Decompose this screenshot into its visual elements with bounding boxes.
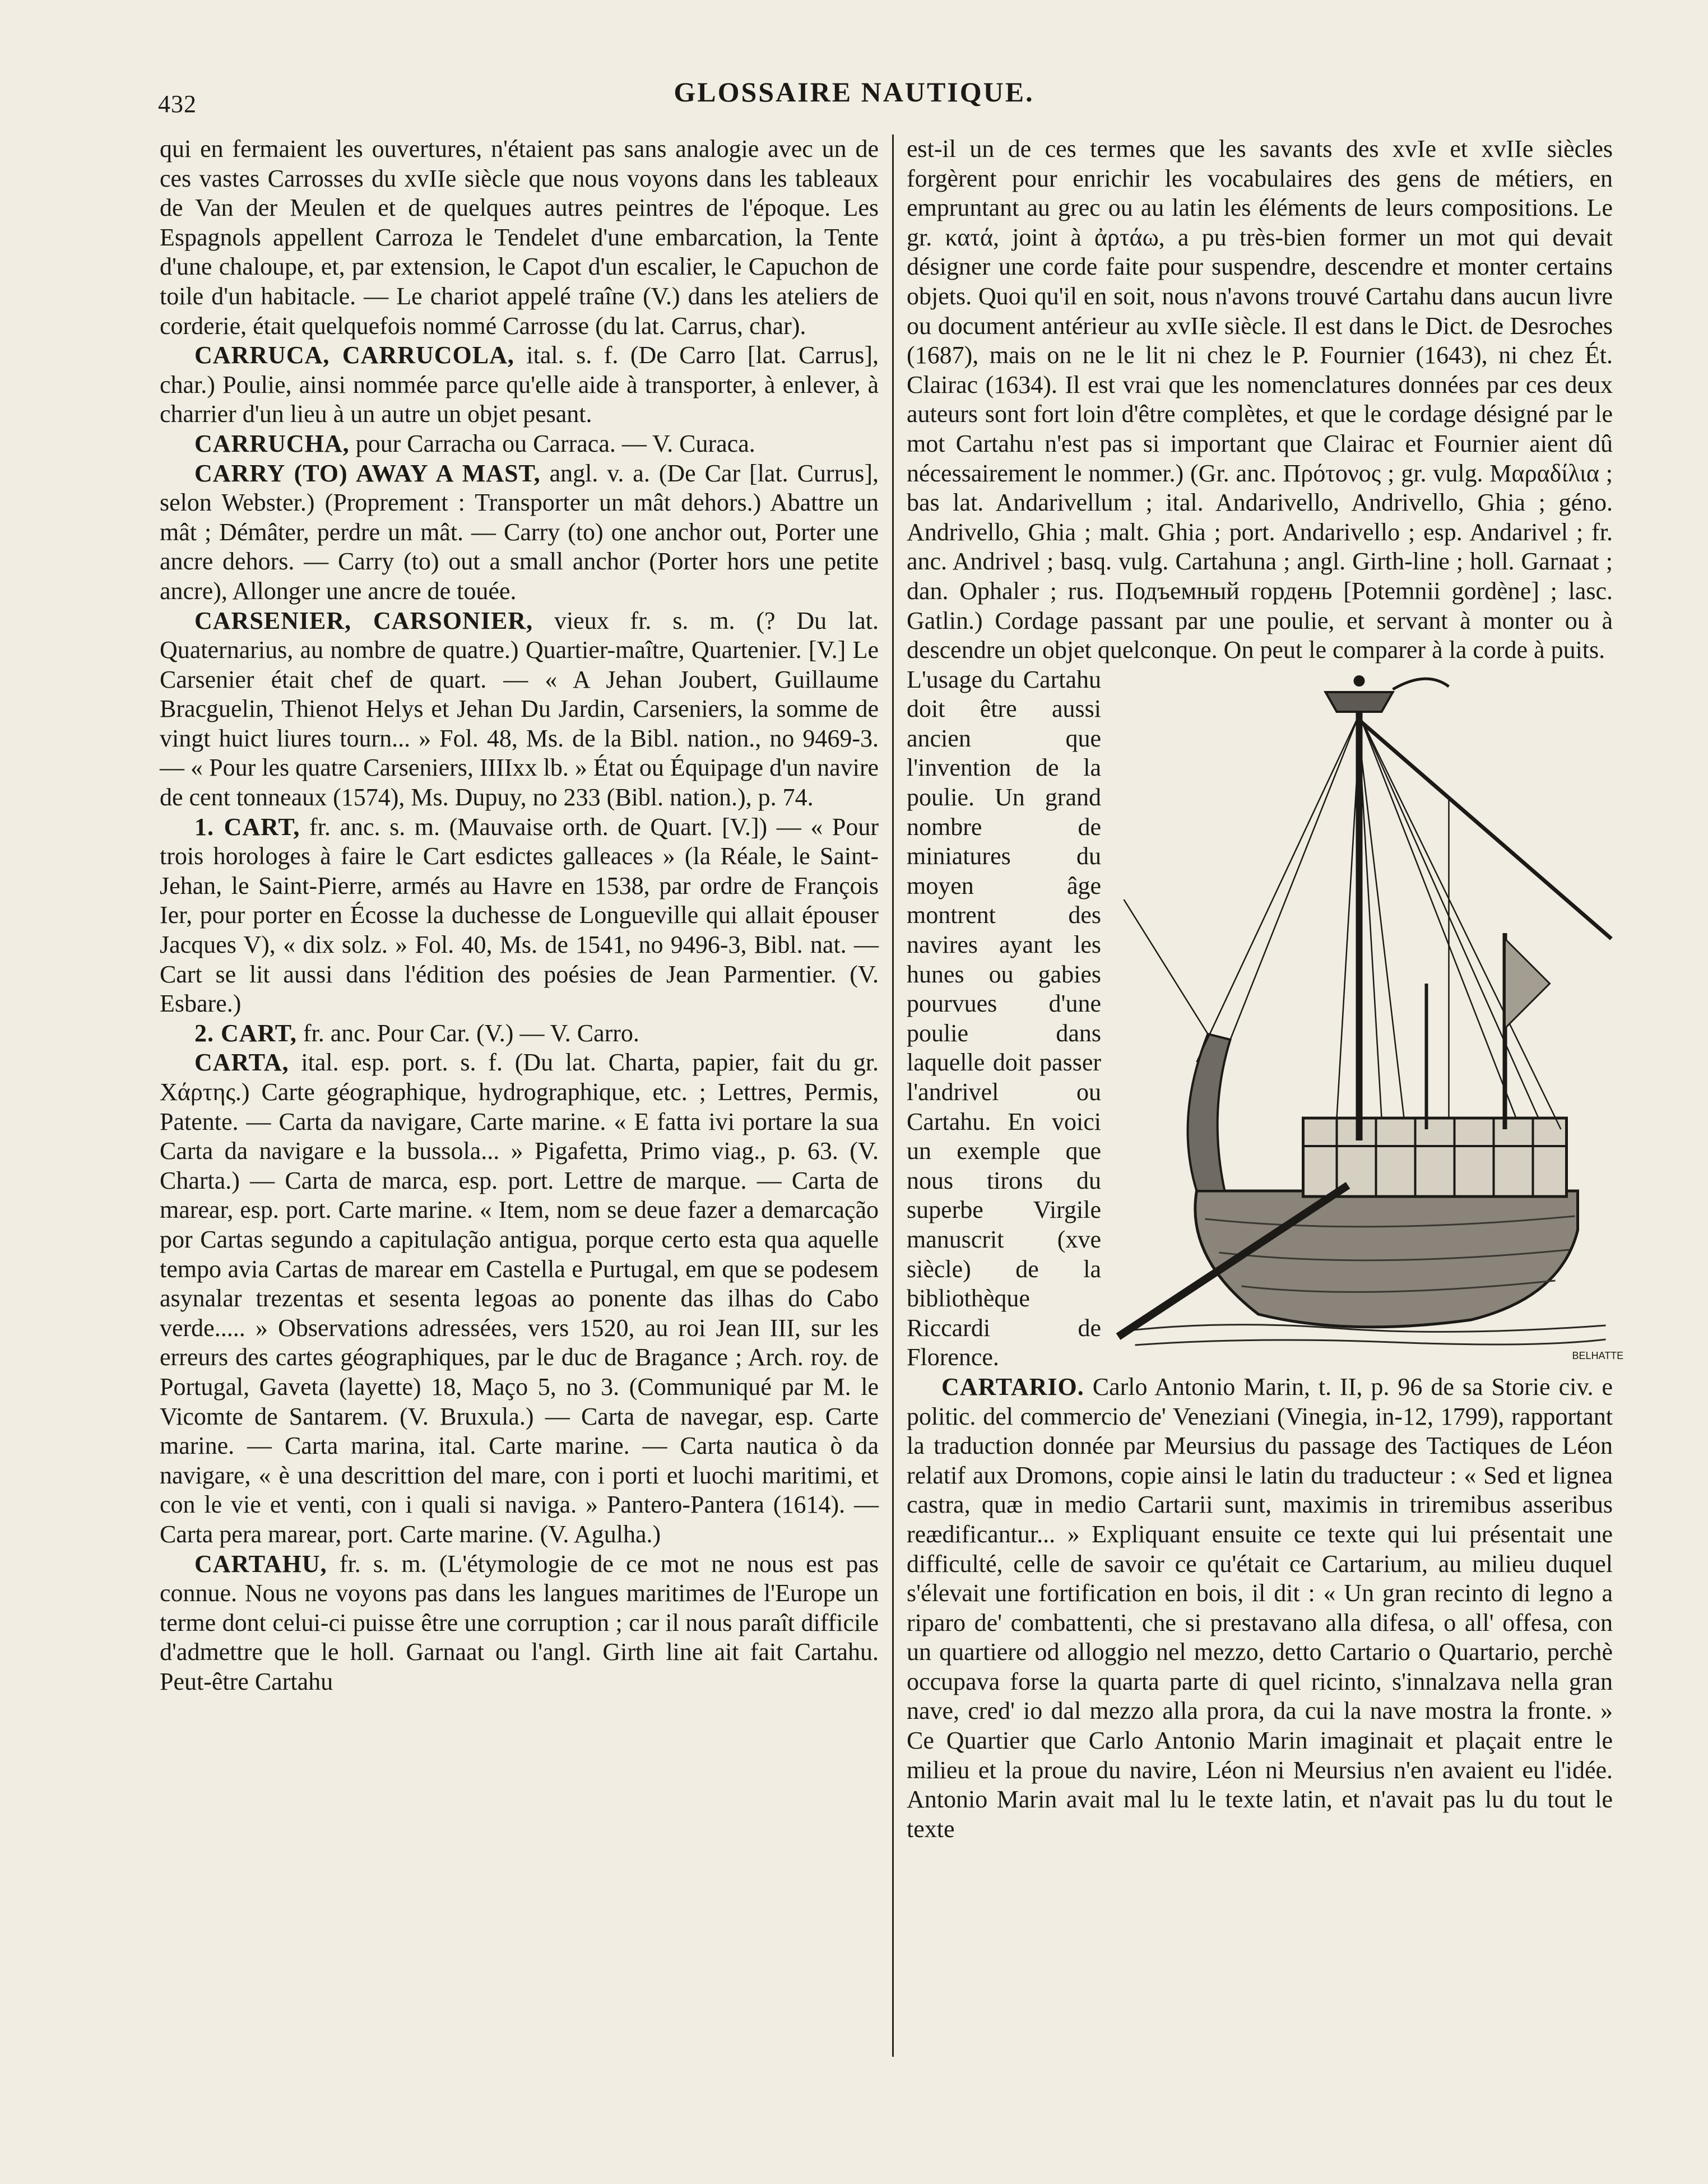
entry-carruca <box>160 341 879 429</box>
entry-text: pour Carracha ou Carraca. — V. Curaca. <box>355 429 755 457</box>
right-column <box>907 135 1624 2079</box>
entry-carrucha <box>160 429 879 459</box>
entry-text: angl. v. a. (De Car [lat. Currus], selon Webster.) (Proprement : Transporter un mât dehors.) Abattre un mât ; Démâter, perdre un mât. — Carry (to) one anchor out, Porter une ancre dehors. — Carry (to) out a small anchor (Porter hors une petite ancre), Allonger une ancre de touée. <box>160 459 879 605</box>
entry-text: vieux fr. s. m. (? Du lat. Quaternarius, au nombre de quatre.) Quartier-maître, Quartenier. [V.] Le Carsenier était chef de quart. — « A Jehan Joubert, Guillaume Bracguelin, Thienot Helys et Jehan Du Jardin, Carseniers, la somme de vingt huict liures tourn... » Fol. 48, Ms. de la Bibl. nation., no 9469-3. — « Pour les quatre Carseniers, IIIIxx lb. » État ou Équipage d'un navire de cent tonneaux (1574), Ms. Dupuy, no 233 (Bibl. nation.), p. 74. <box>160 606 879 812</box>
headword: 1. CART, <box>194 813 300 841</box>
left-column <box>160 135 879 2079</box>
entry-text: ital. s. f. (De Carro [lat. Carrus], char.) Poulie, ainsi nommée parce qu'elle aide à transporter, à enlever, à charrier d'un lieu à un autre un objet pesant. <box>160 341 879 428</box>
entry-carta <box>160 1048 879 1549</box>
entry-cartario <box>907 1372 1613 1844</box>
headword: CARTAHU, <box>194 1550 327 1578</box>
page-number: 432 <box>158 90 197 118</box>
entry-text: fr. anc. Pour Car. (V.) — V. Carro. <box>303 1019 639 1047</box>
entry-text: Carlo Antonio Marin, t. II, p. 96 de sa Storie civ. e politic. del commercio de' Veneziani (Vinegia, in-12, 1799), rapportant la traduction donnée par Meursius du passage des Tactiques de Léon relatif aux Dromons, copie ainsi le latin du traducteur : « Sed et lignea castra, quæ in medio Cartarii sunt, maximis in triremibus asseribus reædificantur... » Expliquant ensuite ce texte qui lui présentait une difficulté, celle de savoir ce qu'était ce Cartarium, au milieu duquel s'élevait une fortification en bois, il dit : « Un gran recinto di legno a riparo de' combattenti, che si prestavano alla difesa, o all' offesa, con un quartiere od alloggio nel mezzo, detto Cartario o Quartario, perchè occupava forse la quarta parte di quel ricinto, s'innalzava nella gran nave, cred' io dal mezzo alla prora, da cui la nave mostra la fronte. » Ce Quartier que Carlo Antonio Marin imaginait et plaçait entre le milieu et la proue du navire, Léon ni Meursius n'en avaient eu l'idée. Antonio Marin avait mal lu le texte latin, et n'avait pas lu du tout le texte <box>907 1372 1613 1843</box>
entry-carsenier <box>160 606 879 813</box>
entry-text: fr. anc. s. m. (Mauvaise orth. de Quart. [V.]) — « Pour trois horologes à faire le Cart esdictes galleaces » (la Réale, le Saint-Jehan, le Saint-Pierre, armés au Havre en 1538, par ordre de François Ier, pour porter en Écosse la duchesse de Longueville qui allait épouser Jacques V), « dix solz. » Fol. 40, Ms. de 1541, no 9496-3, Bibl. nat. — Cart se lit aussi dans l'édition des poésies de Jean Parmentier. (V. Esbare.) <box>160 813 879 1018</box>
entry-text: ital. esp. port. s. f. (Du lat. Charta, papier, fait du gr. Χάρτης.) Carte géographique, hydrographique, etc. ; Lettres, Permis, Patente. — Carta da navigare, Carte marine. « E fatta ivi portare la sua Carta da navigare e la bussola... » Pigafetta, Primo viag., p. 63. (V. Charta.) — Carta de marca, esp. port. Lettre de marque. — Carta de marear, esp. port. Carte marine. « Item, nom se deue fazer a demarcação por Cartas segundo a capitulação antigua, porque certo esta qua aquelle tempo avia Cartas de marear em Castella e Purtugal, em que se podesem asynalar trezentas et sesenta legoas ao ponente das ilhas do Cabo verde..... » Observations adressées, vers 1520, au roi Jean III, sur les erreurs des cartes géographiques, par le duc de Bragance ; Arch. roy. de Portugal, Gaveta (layette) 18, Maço 5, no 3. (Communiqué par M. le Vicomte de Santarem. (V. Bruxula.) — Carta de navegar, esp. Carte marine. — Carta marina, ital. Carte marine. — Carta nautica ò da navigare, « è una descrittion del mare, con i porti et luochi maritimi, et con le vie et venti, con i quali si naviga. » Pantero-Pantera (1614). — Carta pera marear, port. Carte marine. (V. Agulha.) <box>160 1049 879 1548</box>
entry-text: fr. s. m. (L'étymologie de ce mot ne nous est pas connue. Nous ne voyons pas dans les langues maritimes de l'Europe un terme dont celui-ci puisse être une corruption ; car il nous paraît difficile d'admettre que le holl. Garnaat ou l'angl. Girth line ait fait Cartahu. Peut-être Cartahu <box>160 1550 879 1695</box>
cartahu-wrapped-text: L'usage du Cartahu doit être aussi ancien que l'invention de la poulie. Un grand nombre de miniatures du moyen âge montrent des navires ayant les hunes ou gabies pourvues d'une poulie dans laquelle doit passer l'andrivel ou Cartahu. En voici un exemple que nous tirons du superbe Virgile manuscrit (xve siècle) de la bibliothèque Riccardi de Florence. <box>907 665 1101 1371</box>
running-title: GLOSSAIRE NAUTIQUE. <box>674 76 1034 108</box>
column-rule <box>892 135 894 2057</box>
entry-carry <box>160 459 879 606</box>
entry-cart-2 <box>160 1019 879 1049</box>
engraver-signature: BELHATTE <box>1572 1350 1624 1361</box>
headword: 2. CART, <box>194 1019 297 1047</box>
headword: CARRUCHA, <box>194 429 350 457</box>
entry-continuation <box>160 135 879 341</box>
headword: CARTA, <box>194 1049 289 1077</box>
entry-text: qui en fermaient les ouvertures, n'étaient pas sans analogie avec un de ces vastes Carrosses du xvIIe siècle que nous voyons dans les tableaux de Van der Meulen et de quelques autres peintres de l'époque. Les Espagnols appellent Carroza le Tendelet d'une embarcation, la Tente d'une chaloupe, et, par extension, le Capot d'un escalier, le Capuchon de toile d'un habitacle. — Le chariot appelé traîne (V.) dans les ateliers de corderie, était quelquefois nommé Carrosse (du lat. Carrus, char). <box>160 135 879 340</box>
ship-engraving <box>1111 670 1624 1365</box>
headword: CARSENIER, CARSONIER, <box>194 606 533 634</box>
cartahu-continuation: est-il un de ces termes que les savants des xvIe et xvIIe siècles forgèrent pour enrichir les vocabulaires des gens de métiers, en empruntant au grec ou au latin les éléments de leurs compositions. Le gr. κατά, joint à ἀρτάω, a pu très-bien former un mot qui devait désigner une corde faite pour suspendre, descendre et monter certains objets. Quoi qu'il en soit, nous n'avons trouvé Cartahu dans aucun livre ou document antérieur au xvIIe siècle. Il est dans le Dict. de Desroches (1687), mais on ne le lit ni chez le P. Fournier (1643), ni chez Ét. Clairac (1634). Il est vrai que les nomenclatures données par ces deux auteurs sont fort loin d'être complètes, et que le cordage désigné par le mot Cartahu n'est pas si important que Clairac et Fournier aient dû nécessairement le nommer.) (Gr. anc. Πρότονος ; gr. vulg. Μαραδίλια ; bas lat. Andarivellum ; ital. Andarivello, Andrivello, Ghia ; géno. Andrivello, Ghia ; malt. Ghia ; port. Andarivello ; esp. Andarivel ; fr. anc. Andrivel ; basq. vulg. Cartahuna ; angl. Girth-line ; holl. Garnaat ; dan. Ophaler ; rus. Подъемный гордень [Potemnii gordène] ; lasc. Gatlin.) Cordage passant par une poulie, et servant à monter ou à descendre un objet quelconque. On peut le comparer à la corde à puits. <box>907 135 1613 664</box>
headword: CARTARIO. <box>941 1372 1084 1401</box>
headword: CARRY (TO) AWAY A MAST, <box>194 459 541 487</box>
headword: CARRUCA, CARRUCOLA, <box>194 341 514 369</box>
entry-cart-1 <box>160 813 879 1019</box>
ship-illustration <box>1111 670 1624 1365</box>
entry-cartahu <box>160 1550 879 1697</box>
